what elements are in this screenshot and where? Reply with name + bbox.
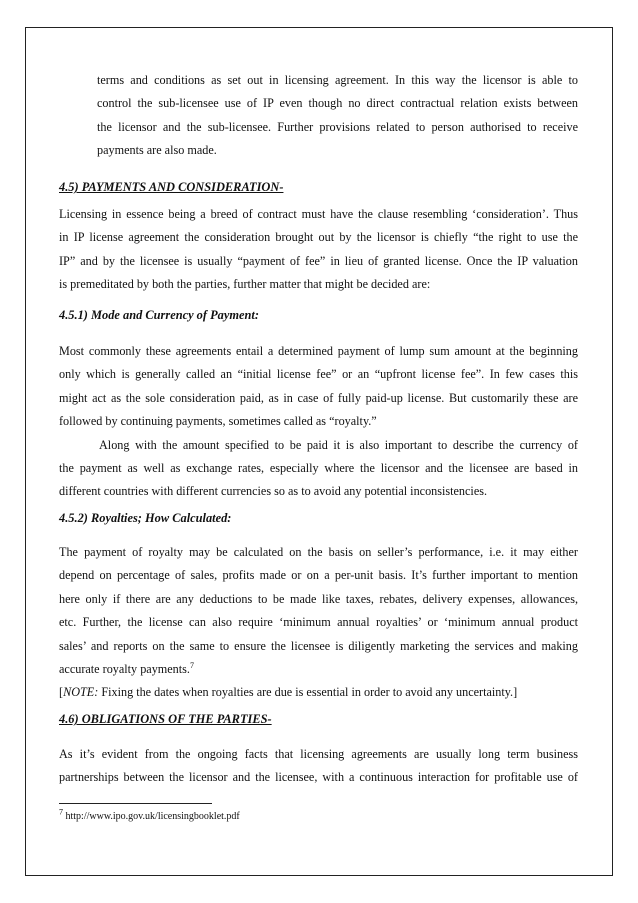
- continuation-paragraph: [97, 69, 578, 163]
- footnote-reference: 7: [189, 660, 194, 670]
- text-line: The payment of royalty may be calculated on the basis on seller’s performance, i.e. it may either: [59, 545, 578, 559]
- text-line: control the sub-licensee use of IP even though no direct contractual relation exists between: [97, 96, 578, 111]
- text-line: Along with the amount specified to be paid it is also important to describe the currency of: [99, 437, 578, 452]
- section-heading-4-5-2: 4.5.2) Royalties; How Calculated:: [59, 511, 232, 525]
- footnote-text: http://www.ipo.gov.uk/licensingbooklet.pdf: [63, 811, 240, 822]
- text-line: is premeditated by both the parties, further matter that might be decided are:: [59, 277, 431, 292]
- text-line-content: accurate royalty payments.: [59, 661, 190, 676]
- note-line: [59, 681, 578, 704]
- text-line: Licensing in essence being a breed of contract must have the clause resembling ‘consideration’. Thus: [59, 207, 578, 221]
- section-4-5-1-paragraph: [59, 340, 578, 504]
- section-heading-4-6: 4.6) OBLIGATIONS OF THE PARTIES-: [59, 712, 272, 726]
- text-line: payments are also made.: [97, 143, 217, 158]
- text-line: depend on percentage of sales, profits made or on a per-unit basis. It’s further important to mention: [59, 568, 578, 583]
- section-heading-4-5: 4.5) PAYMENTS AND CONSIDERATION-: [59, 180, 284, 194]
- section-heading-4-5-1: 4.5.1) Mode and Currency of Payment:: [59, 308, 259, 322]
- section-4-5-paragraph: [59, 203, 578, 297]
- text-line: only which is generally called an “initial license fee” or an “upfront license fee”. In few cases this: [59, 367, 578, 382]
- footnote-number: 7: [59, 807, 63, 817]
- note-label: NOTE:: [63, 685, 99, 700]
- text-line: in IP license agreement the consideration brought out by the licensor is chiefly “the right to use the: [59, 230, 578, 245]
- section-4-6-paragraph: [59, 743, 578, 790]
- text-line: the payment as well as exchange rates, especially where the licensor and the licensee are based in: [59, 460, 578, 475]
- text-line: IP” and by the licensee is usually “payment of fee” in lieu of granted license. Once the IP valuation: [59, 253, 578, 268]
- note-text: Fixing the dates when royalties are due is essential in order to avoid any uncertainty.]: [98, 685, 518, 700]
- section-4-5-2-paragraph: [59, 541, 578, 705]
- footnote-separator: [59, 803, 212, 804]
- text-line: terms and conditions as set out in licensing agreement. In this way the licensor is able to: [97, 73, 578, 87]
- text-line: might act as the sole consideration paid, as in case of fully paid-up license. But customarily these are: [59, 390, 578, 405]
- note-bracket: [: [59, 685, 64, 700]
- text-line: followed by continuing payments, sometimes called as “royalty.”: [59, 414, 377, 429]
- text-line: different countries with different currencies so as to avoid any potential inconsistencies.: [59, 484, 488, 499]
- text-line: here only if there are any deductions to be made like taxes, rebates, delivery expenses, allowances,: [59, 591, 578, 606]
- text-line: sales’ and reports on the same to ensure the licensee is diligently marketing the services and making: [59, 638, 578, 653]
- text-line: [59, 658, 578, 681]
- footnote: [59, 807, 240, 822]
- text-line: the licensor and the sub-licensee. Further provisions related to person authorised to receive: [97, 119, 578, 134]
- text-line: etc. Further, the license can also require ‘minimum annual royalties’ or ‘minimum annual product: [59, 615, 578, 630]
- text-line: As it’s evident from the ongoing facts that licensing agreements are usually long term business: [59, 747, 578, 761]
- text-line: partnerships between the licensor and the licensee, with a continuous interaction for profitable use of: [59, 770, 578, 785]
- text-line: Most commonly these agreements entail a determined payment of lump sum amount at the beginning: [59, 344, 578, 358]
